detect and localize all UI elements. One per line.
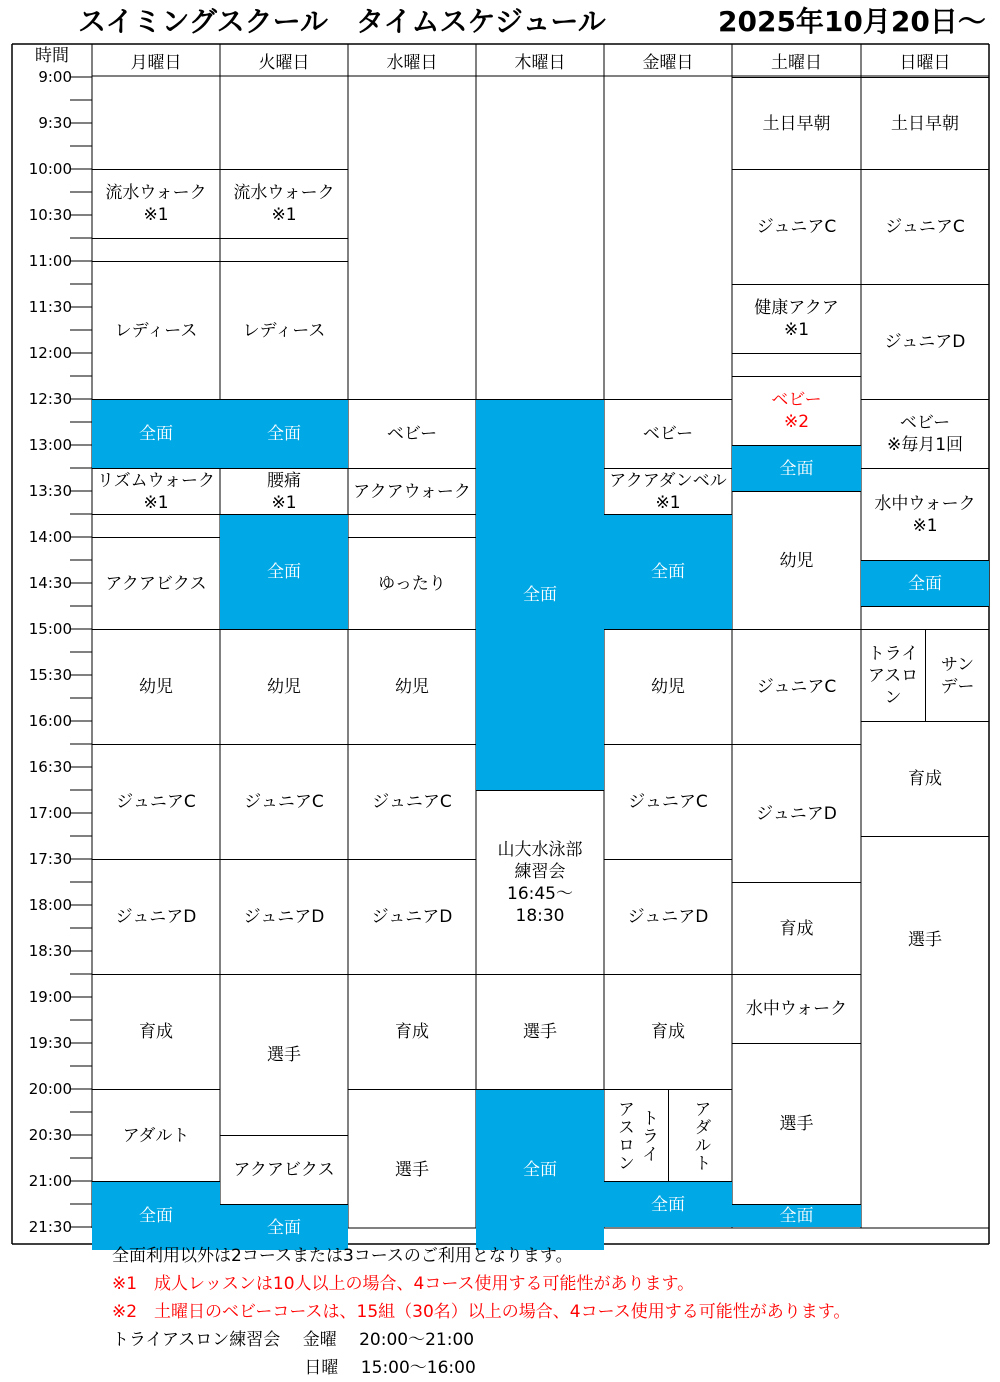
note-line: 全面利用以外は2コースまたは3コースのご利用となります。 [112, 1246, 573, 1266]
class-block: 幼児 [348, 629, 476, 744]
class-block: ベビー ※毎月1回 [861, 399, 989, 468]
full-pool-block: 全面 [92, 1181, 220, 1250]
time-label: 13:00 [28, 436, 72, 454]
class-block: ジュニアC [348, 744, 476, 859]
class-block: 選手 [861, 836, 989, 1043]
class-block: レディース [220, 261, 348, 399]
time-label: 16:00 [28, 712, 72, 730]
time-label: 11:30 [28, 298, 72, 316]
class-block: ジュニアD [348, 859, 476, 974]
class-block: 土日早朝 [861, 77, 989, 169]
class-block: 選手 [220, 974, 348, 1135]
note-line: トライアスロン練習会 金曜 20:00～21:00 [112, 1330, 475, 1350]
schedule-start-date: 2025年10月20日～ [718, 5, 986, 38]
class-block: ベビー [604, 399, 732, 468]
class-block [861, 606, 989, 629]
class-block: ジュニアC [732, 169, 861, 284]
class-block: アクアウォーク [348, 468, 476, 514]
day-header: 月曜日 [130, 53, 182, 73]
time-label: 15:00 [28, 620, 72, 638]
note-line: 日曜 15:00～16:00 [112, 1358, 476, 1378]
class-block: トライ アスロン [604, 1089, 668, 1181]
class-block: ジュニアC [861, 169, 989, 284]
time-label: 17:00 [28, 804, 72, 822]
time-label: 20:30 [28, 1126, 72, 1144]
class-block [92, 514, 220, 537]
time-label: 19:30 [28, 1034, 72, 1052]
time-label: 9:30 [38, 114, 72, 132]
class-block: 土日早朝 [732, 77, 861, 169]
class-block: アダルト [92, 1089, 220, 1181]
class-block: レディース [92, 261, 220, 399]
full-pool-block: 全面 [476, 399, 604, 790]
time-label: 14:30 [28, 574, 72, 592]
class-block: 育成 [604, 974, 732, 1089]
time-label: 21:00 [28, 1172, 72, 1190]
time-label: 10:00 [28, 160, 72, 178]
class-block: ジュニアD [861, 284, 989, 399]
day-header: 金曜日 [642, 53, 694, 73]
class-block: アクアビクス [220, 1135, 348, 1204]
time-label: 18:00 [28, 896, 72, 914]
time-label: 19:00 [28, 988, 72, 1006]
full-pool-block: 全面 [220, 514, 348, 629]
time-label: 16:30 [28, 758, 72, 776]
class-block: リズムウォーク ※1 [92, 468, 220, 514]
time-label: 17:30 [28, 850, 72, 868]
class-block: 幼児 [732, 491, 861, 629]
full-pool-block: 全面 [92, 399, 220, 468]
header-time: 時間 [35, 45, 69, 66]
class-block: 選手 [732, 1043, 861, 1204]
class-block [348, 514, 476, 537]
class-block: ベビー ※2 [732, 376, 861, 445]
day-header: 土曜日 [771, 53, 822, 73]
class-block [732, 353, 861, 376]
class-block: 育成 [348, 974, 476, 1089]
class-block: ジュニアC [732, 629, 861, 744]
time-label: 18:30 [28, 942, 72, 960]
time-label: 13:30 [28, 482, 72, 500]
class-block: 幼児 [92, 629, 220, 744]
class-block [220, 238, 348, 261]
note-line: ※2 土曜日のベビーコースは、15組（30名）以上の場合、4コース使用する可能性があります。 [112, 1302, 851, 1322]
day-header: 水曜日 [386, 53, 438, 73]
day-header: 木曜日 [514, 53, 566, 73]
class-block: 水中ウォーク [732, 974, 861, 1043]
class-block: アクアダンベル ※1 [604, 468, 732, 514]
class-block: 育成 [92, 974, 220, 1089]
class-block: ジュニアD [92, 859, 220, 974]
day-header: 火曜日 [258, 53, 310, 73]
class-block: アクアビクス [92, 537, 220, 629]
class-block: サン デー [925, 629, 989, 721]
time-label: 21:30 [28, 1218, 72, 1236]
day-header: 日曜日 [899, 53, 951, 73]
class-block [92, 238, 220, 261]
class-block: ゆったり [348, 537, 476, 629]
time-label: 12:30 [28, 390, 72, 408]
full-pool-block: 全面 [476, 1089, 604, 1250]
time-label: 20:00 [28, 1080, 72, 1098]
class-block: ジュニアD [732, 744, 861, 882]
time-label: 15:30 [28, 666, 72, 684]
class-block: 健康アクア ※1 [732, 284, 861, 353]
class-block: ジュニアC [220, 744, 348, 859]
class-block: 幼児 [220, 629, 348, 744]
class-block: ジュニアD [220, 859, 348, 974]
time-label: 11:00 [28, 252, 72, 270]
class-block: 選手 [348, 1089, 476, 1250]
full-pool-block: 全面 [220, 399, 348, 468]
note-line: ※1 成人レッスンは10人以上の場合、4コース使用する可能性があります。 [112, 1274, 695, 1294]
class-block: アダルト [668, 1089, 732, 1181]
time-label: 10:30 [28, 206, 72, 224]
full-pool-block: 全面 [604, 514, 732, 629]
class-block: 育成 [732, 882, 861, 974]
class-block: 流水ウォーク ※1 [220, 169, 348, 238]
time-label: 12:00 [28, 344, 72, 362]
time-label: 9:00 [38, 68, 72, 86]
full-pool-block: 全面 [604, 1181, 732, 1227]
class-block: 流水ウォーク ※1 [92, 169, 220, 238]
class-block: 腰痛 ※1 [220, 468, 348, 514]
class-block: 幼児 [604, 629, 732, 744]
class-block: 育成 [861, 721, 989, 836]
class-block: ベビー [348, 399, 476, 468]
full-pool-block: 全面 [732, 1204, 861, 1227]
page-title: スイミングスクール タイムスケジュール [78, 5, 606, 38]
notes [112, 1242, 850, 1382]
class-block: 山大水泳部 練習会 16:45～ 18:30 [476, 790, 604, 974]
class-block: ジュニアC [92, 744, 220, 859]
class-block: ジュニアD [604, 859, 732, 974]
class-block: 選手 [476, 974, 604, 1089]
full-pool-block: 全面 [861, 560, 989, 606]
class-block: トライ アスロ ン [861, 629, 925, 721]
full-pool-block: 全面 [732, 445, 861, 491]
class-block: 水中ウォーク ※1 [861, 468, 989, 560]
full-pool-block: 全面 [220, 1204, 348, 1250]
class-block: ジュニアC [604, 744, 732, 859]
time-label: 14:00 [28, 528, 72, 546]
